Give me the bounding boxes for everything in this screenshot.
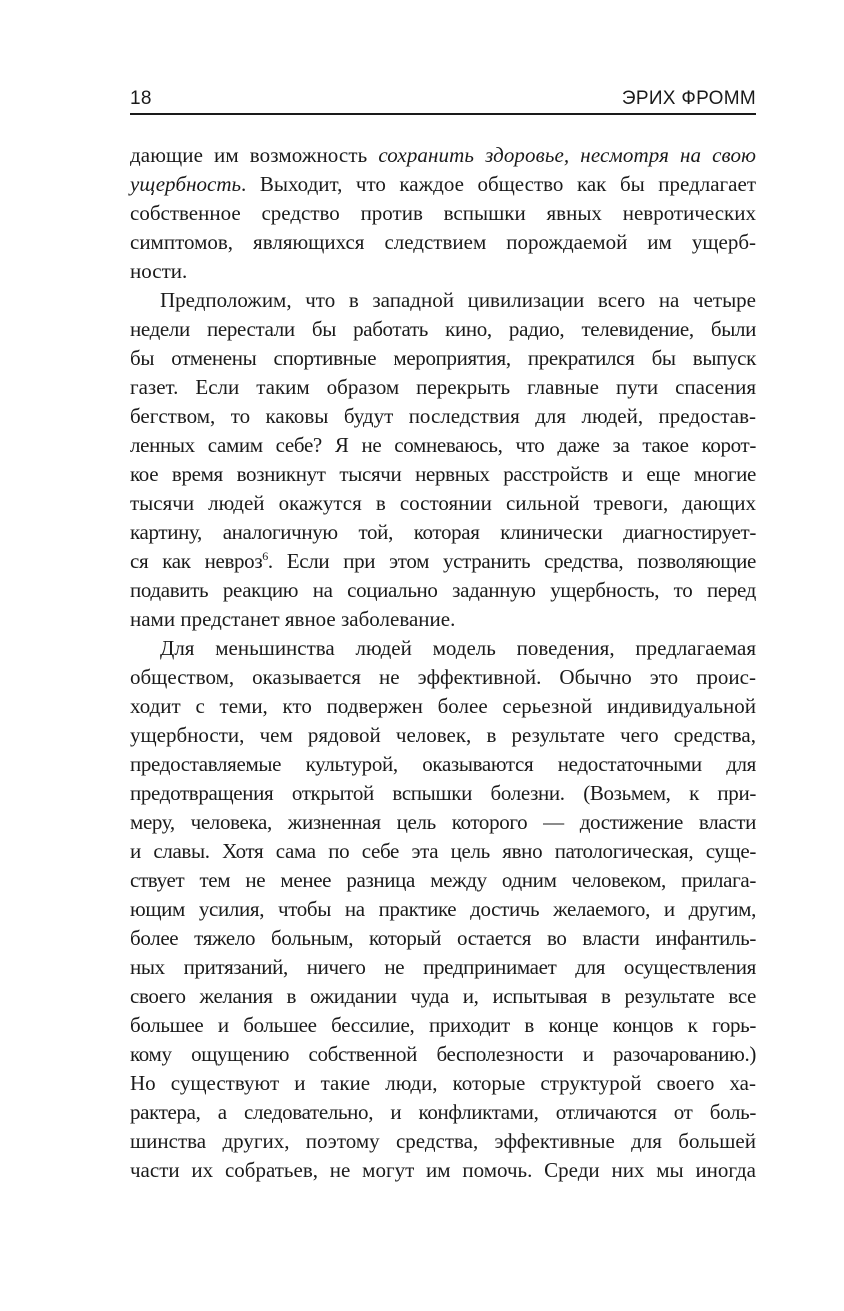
header-rule: [130, 113, 756, 115]
paragraph: [130, 286, 756, 634]
text-line: собственное средство против вспышки явных невротических: [130, 201, 756, 225]
text-line: рактера, а следовательно, и конфликтами, отличаются от боль-: [130, 1100, 756, 1124]
text-line: обществом, оказывается не эффективной. Обычно это проис-: [130, 665, 756, 689]
paragraph: [130, 141, 756, 286]
running-head: ЭРИХ ФРОММ: [621, 88, 756, 109]
text-line: Для меньшинства людей модель поведения, предлагаемая: [160, 636, 756, 660]
text-line: симптомов, являющихся следствием порождаемой им ущерб-: [130, 230, 756, 254]
text-line: предотвращения открытой вспышки болезни. (Возьмем, к при-: [130, 781, 756, 805]
text-line: шинства других, поэтому средства, эффективные для большей: [130, 1129, 756, 1153]
text-line: ущербность. Выходит, что каждое общество как бы предлагает: [130, 172, 756, 196]
page-header: [130, 88, 756, 114]
text-line: тысячи людей окажутся в состоянии сильной тревоги, дающих: [130, 491, 756, 515]
text-line: Но существуют и такие люди, которые структурой своего ха-: [130, 1071, 756, 1095]
italic-text: сохранить здоровье, несмотря на свою: [378, 143, 756, 167]
text-line: Предположим, что в западной цивилизации всего на четыре: [160, 288, 756, 312]
text-line: бы отменены спортивные мероприятия, прекратился бы выпуск: [130, 346, 756, 370]
text-line: более тяжело больным, который остается во власти инфантиль-: [130, 926, 756, 950]
italic-text: ущербность: [130, 172, 242, 196]
text-line: бегством, то каковы будут последствия для людей, предостав-: [130, 404, 756, 428]
paragraph: [130, 634, 756, 1185]
text-line: своего желания в ожидании чуда и, испытывая в результате все: [130, 984, 756, 1008]
text-line: и славы. Хотя сама по себе эта цель явно патологическая, суще-: [130, 839, 756, 863]
text-line: картину, аналогичную той, которая клинически диагностирует-: [130, 520, 756, 544]
text-line: ленных самим себе? Я не сомневаюсь, что даже за такое корот-: [130, 433, 756, 457]
text-line: газет. Если таким образом перекрыть главные пути спасения: [130, 375, 756, 399]
text-line: ходит с теми, кто подвержен более серьезной индивидуальной: [130, 694, 756, 718]
text-line: ствует тем не менее разница между одним человеком, прилага-: [130, 868, 756, 892]
text-line: предоставляемые культурой, оказываются недостаточными для: [130, 752, 756, 776]
text-line: ущербности, чем рядовой человек, в результате чего средства,: [130, 723, 756, 747]
text-line: кое время возникнут тысячи нервных расстройств и еще многие: [130, 462, 756, 486]
text-line: нами предстанет явное заболевание.: [130, 607, 456, 631]
text-line: подавить реакцию на социально заданную ущербность, то перед: [130, 578, 756, 602]
text-line: большее и большее бессилие, приходит в конце концов к горь-: [130, 1013, 756, 1037]
text-line: кому ощущению собственной бесполезности и разочарованию.): [130, 1042, 756, 1066]
text-line: ных притязаний, ничего не предпринимает для осуществления: [130, 955, 756, 979]
text-line: дающие им возможность сохранить здоровье, несмотря на свою: [130, 143, 756, 167]
text-line: части их собратьев, не могут им помочь. Среди них мы иногда: [130, 1158, 756, 1182]
body-text: [130, 141, 756, 1185]
text-line: ющим усилия, чтобы на практике достичь желаемого, и другим,: [130, 897, 756, 921]
page-number: 18: [130, 88, 152, 109]
footnote-marker[interactable]: 6: [262, 549, 268, 563]
text-line: меру, человека, жизненная цель которого — достижение власти: [130, 810, 756, 834]
text-line: недели перестали бы работать кино, радио, телевидение, были: [130, 317, 756, 341]
text-line: ности.: [130, 259, 188, 283]
text-line: ся как невроз$^6$. Если при этом устранить средства, позволяющие: [130, 549, 756, 573]
